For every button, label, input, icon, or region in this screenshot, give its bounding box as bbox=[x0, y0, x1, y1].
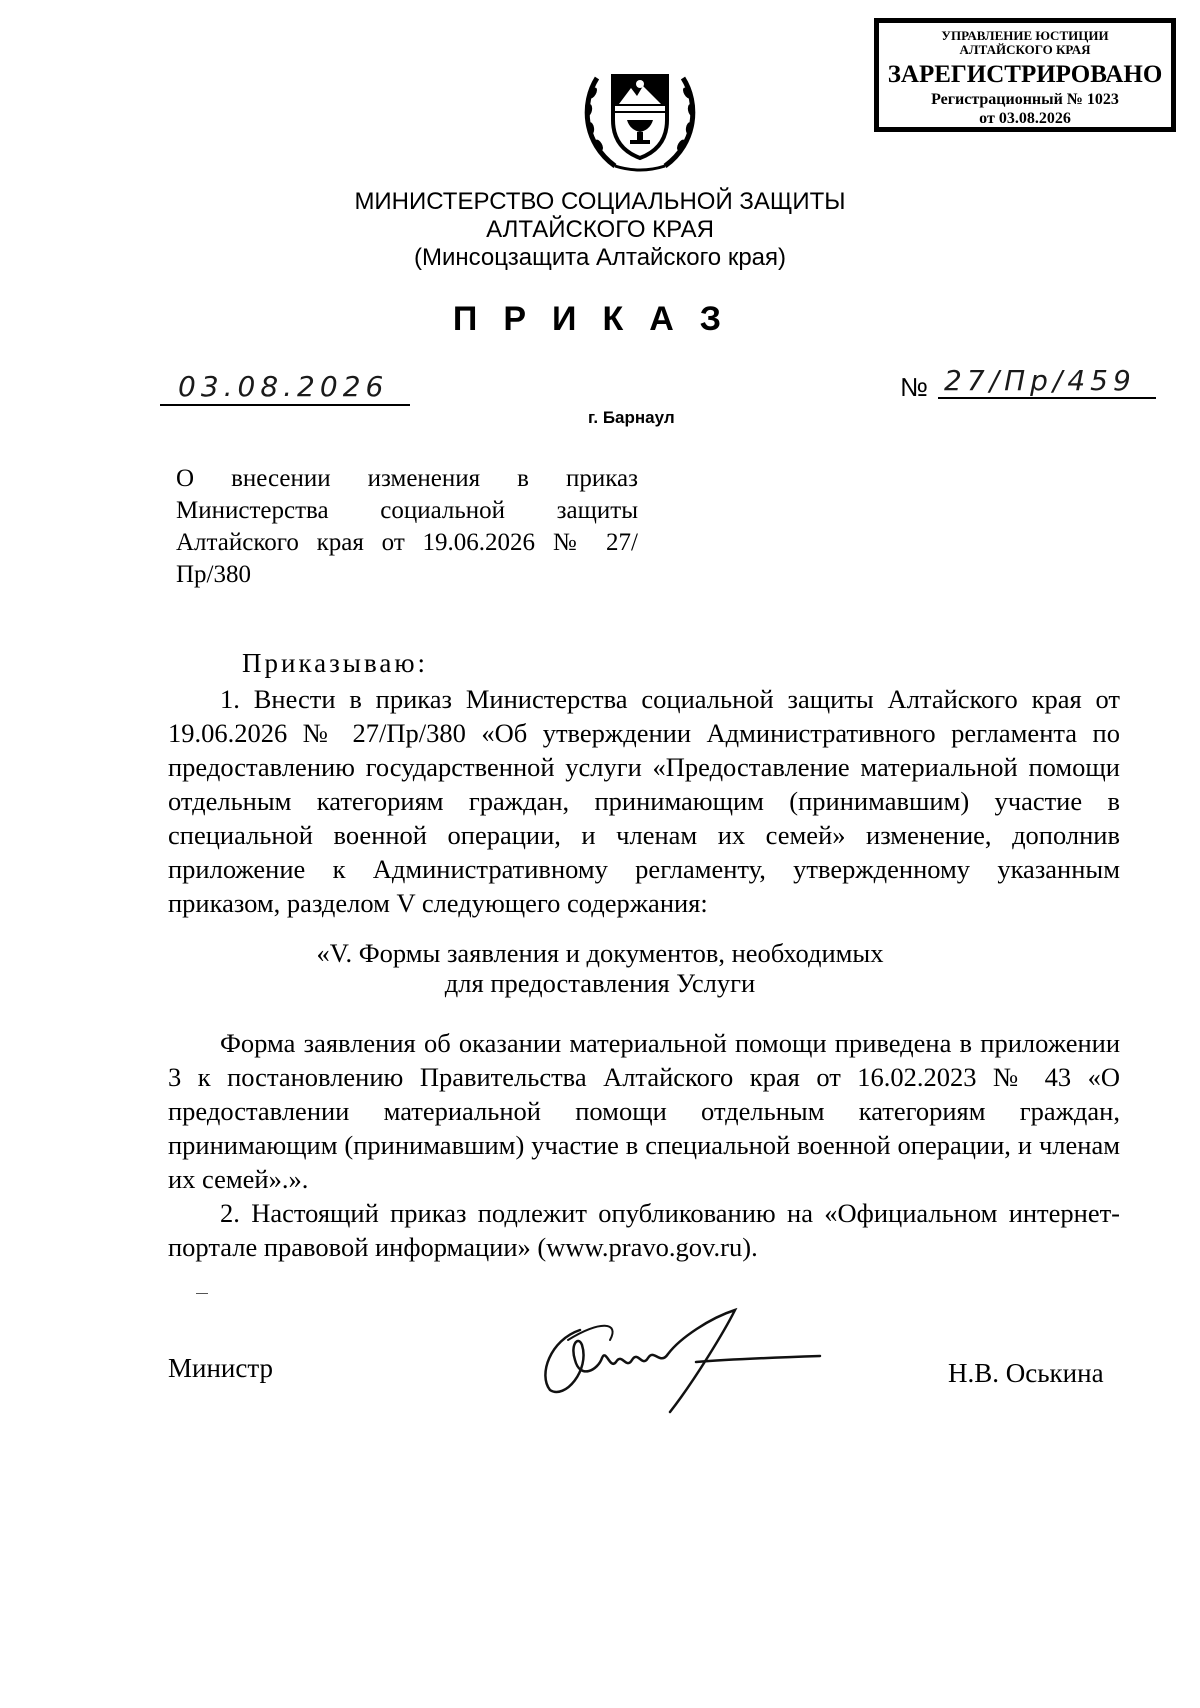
section-title bbox=[0, 938, 1200, 998]
order-item-2-text: 2. Настоящий приказ подлежит опубликованию на «Официальном интернет-портале правовой информации» (www.pravo.gov.ru). bbox=[168, 1198, 1120, 1262]
section-content bbox=[168, 1026, 1120, 1264]
order-number: 27/Пр/459 bbox=[944, 364, 1136, 397]
registration-stamp bbox=[874, 18, 1176, 132]
section-text: Форма заявления об оказании материальной помощи приведена в приложении 3 к постановлению Правительства Алтайского края от 16.02.2023 № 43 «О предоставлении материальной помощи отдельным категориям граждан, принимающим (принимавшим) участие в специальной военной операции, и членам их семей».». bbox=[168, 1028, 1120, 1194]
order-directive-word: Приказываю: bbox=[242, 648, 428, 678]
document-type-title: ПРИКАЗ bbox=[452, 300, 748, 338]
signatory-name: Н.В. Оськина bbox=[948, 1358, 1104, 1388]
order-date: 03.08.2026 bbox=[178, 370, 389, 403]
ministry-name-line1: МИНИСТЕРСТВО СОЦИАЛЬНОЙ ЗАЩИТЫ bbox=[354, 188, 846, 215]
date-underline bbox=[160, 404, 410, 406]
stamp-org: УПРАВЛЕНИЕ ЮСТИЦИИ АЛТАЙСКОГО КРАЯ bbox=[941, 28, 1109, 57]
handwritten-signature bbox=[520, 1300, 840, 1420]
section-title-line1: «V. Формы заявления и документов, необходимых bbox=[316, 938, 884, 968]
ministry-short-name: (Минсоцзащита Алтайского края) bbox=[413, 244, 786, 271]
stamp-status: ЗАРЕГИСТРИРОВАНО bbox=[887, 61, 1163, 88]
signatory-title: Министр bbox=[168, 1353, 273, 1383]
order-item-1-text: 1. Внести в приказ Министерства социальной защиты Алтайского края от 19.06.2026 № 27/Пр/380 «Об утверждении Административного регламента по предоставлению государственной услуги «Предоставление материальной помощи отдельным категориям граждан, принимающим (принимавшим) участие в специальной военной операции, и членам их семей» изменение, дополнив приложение к Административному регламенту, утвержденному указанным приказом, разделом V следующего содержания: bbox=[168, 684, 1120, 918]
stamp-reg-date: от 03.08.2026 bbox=[979, 110, 1071, 127]
number-underline bbox=[938, 397, 1156, 399]
order-number-prefix: № bbox=[900, 372, 928, 402]
order-subject: О внесении изменения в приказ Министерства социальной защиты Алтайского края от 19.06.2026 № 27/Пр/380 bbox=[176, 465, 638, 588]
section-title-line2: для предоставления Услуги bbox=[444, 968, 756, 998]
city-label: г. Барнаул bbox=[588, 408, 675, 427]
ministry-name-line2: АЛТАЙСКОГО КРАЯ bbox=[486, 216, 714, 243]
coat-of-arms-icon bbox=[575, 48, 705, 178]
order-item-1 bbox=[168, 682, 1120, 920]
margin-mark bbox=[196, 1293, 208, 1294]
stamp-reg-number: Регистрационный № 1023 bbox=[931, 91, 1119, 108]
